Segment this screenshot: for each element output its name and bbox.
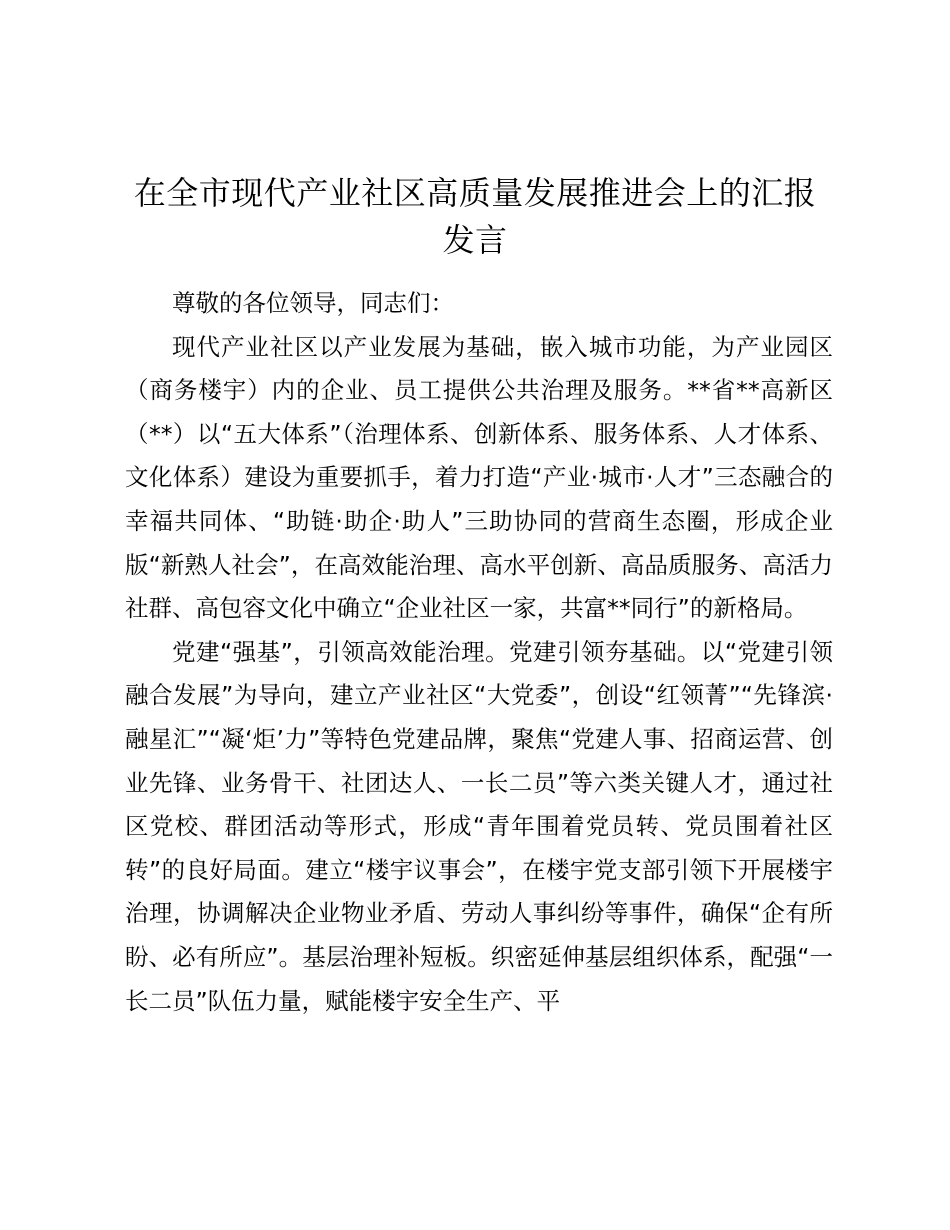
salutation-paragraph: 尊敬的各位领导，同志们： bbox=[172, 289, 454, 317]
document-body bbox=[125, 282, 833, 1023]
intro-paragraph: 现代产业社区以产业发展为基础，嵌入城市功能，为产业园区（商务楼宇）内的企业、员工提供公共治理及服务。**省**高新区（**）以“五大体系”（治理体系、创新体系、服务体系、人才体系、文化体系）建设为重要抓手，着力打造“产业·城市·人才”三态融合的幸福共同体、“助链·助企·助人”三助协同的营商生态圈，形成企业版“新熟人社会”，在高效能治理、高水平创新、高品质服务、高活力社群、高包容文化中确立“企业社区一家，共富**同行”的新格局。 bbox=[125, 332, 833, 623]
party-building-paragraph: 党建“强基”，引领高效能治理。党建引领夯基础。以“党建引领融合发展”为导向，建立产业社区“大党委”，创设“红领菁”“先锋滨·融星汇”“凝‘炬’力”等特色党建品牌，聚焦“党建人事、招商运营、创业先锋、业务骨干、社团达人、一长二员”等六类关键人才，通过社区党校、群团活动等形式，形成“青年围着党员转、党员围着社区转”的良好局面。建立“楼宇议事会”，在楼宇党支部引领下开展楼宇治理，协调解决企业物业矛盾、劳动人事纠纷等事件，确保“企有所盼、必有所应”。基层治理补短板。织密延伸基层组织体系，配强“一长二员”队伍力量，赋能楼宇安全生产、平 bbox=[125, 637, 833, 1015]
document-title: 在全市现代产业社区高质量发展推进会上的汇报发言 bbox=[133, 174, 817, 259]
